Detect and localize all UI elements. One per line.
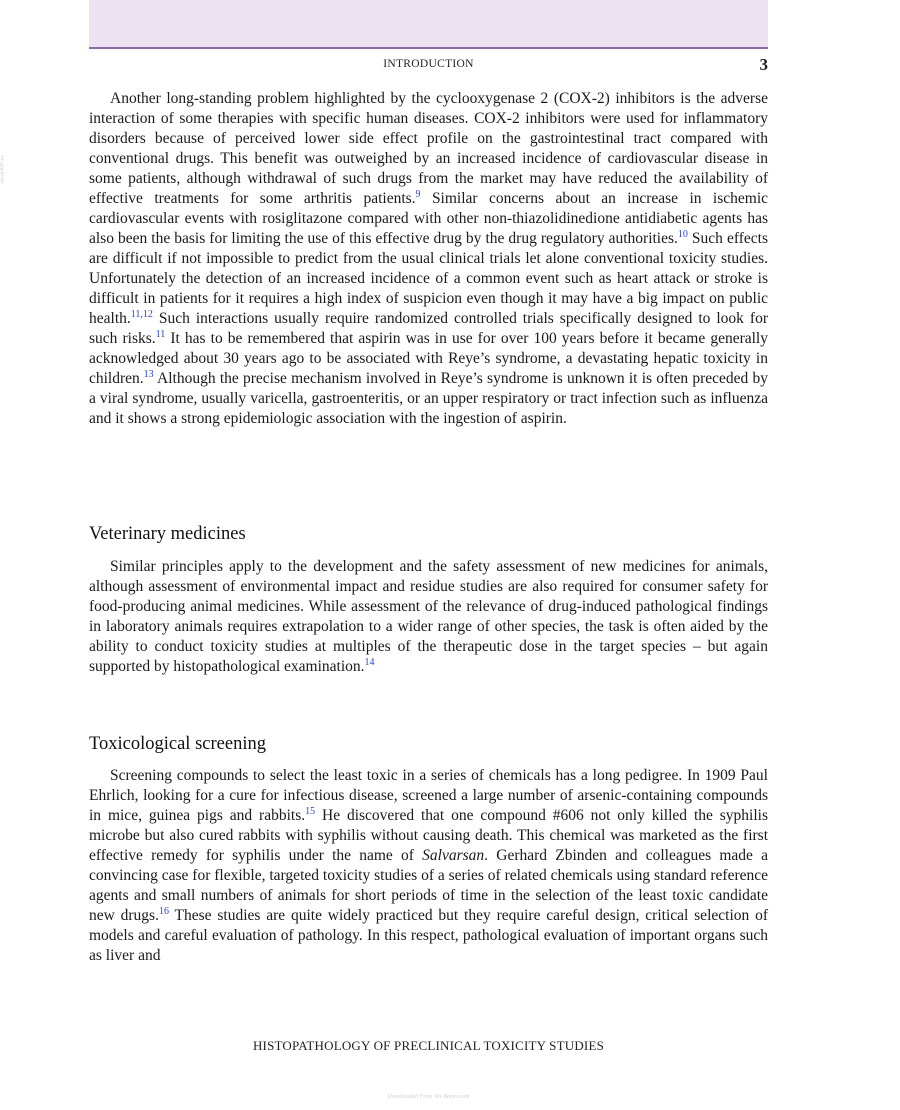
citation-link[interactable]: 16 [158,905,169,917]
text-span: Similar principles apply to the development and the safety assessment of new medicines for animals, although assessment of environmental impact and residue studies are also required for consumer safety for food-producing animal medicines. While assessment of the relevance of drug-induced pathological findings in laboratory animals requires extrapolation to a wider range of other species, the task is often aided by the ability to conduct toxicity studies at multiples of the therapeutic dose in the target species – but again supported by histopathological examination. [89,558,768,675]
cox2-paragraph [89,89,768,429]
text-span: Similar concerns about an increase in ischemic cardiovascular events with rosiglitazone compared with other non-thiazolidinedione antidiabetic agents has also been the basis for limiting the use of this effective drug by the drug regulatory authorities. [89,190,768,247]
running-title: INTRODUCTION [383,58,474,70]
veterinary-paragraph [89,557,768,677]
text-span: Another long-standing problem highlighted by the cyclooxygenase 2 (COX-2) inhibitors is the adverse interaction of some therapies with specific human diseases. COX-2 inhibitors were used for inflammatory disorders because of perceived lower side effect profile on the gastrointestinal tract compared with conventional drugs. This benefit was outweighed by an increased incidence of cardiovascular disease in some patients, although withdrawal of such drugs from the market may have reduced the availability of effective treatments for some arthritis patients. [89,90,768,207]
section-heading-screening: Toxicological screening [89,734,266,754]
text-span: Such interactions usually require randomized controlled trials specifically designed to look for such risks. [89,310,768,347]
citation-link[interactable]: 14 [364,656,375,668]
text-span: These studies are quite widely practiced but they require careful design, critical selection of models and careful evaluation of pathology. In this respect, pathological evaluation of important organs such as liver and [89,907,768,964]
page-number: 3 [759,55,768,74]
citation-link[interactable]: 11,12 [130,308,153,320]
running-head [89,55,768,75]
screening-paragraph [89,766,768,966]
text-span: Although the precise mechanism involved in Reye’s syndrome is unknown it is often preceded by a viral syndrome, usually varicella, gastroenteritis, or an upper respiratory or tract infection such as influenza and it shows a strong epidemiologic association with the ingestion of aspirin. [89,370,768,427]
footer-book-title: HISTOPATHOLOGY OF PRECLINICAL TOXICITY STUDIES [252,1038,605,1053]
intro-paragraph-block [89,89,768,429]
text-span: Such effects are difficult if not impossible to predict from the usual clinical trials let alone conventional toxicity studies. Unfortunately the detection of an increased incidence of a common event such as heart attack or stroke is difficult in patients for it requires a high index of suspicion even though it may have a big impact on public health. [89,230,768,327]
text-span: He discovered that one compound #606 not only killed the syphilis microbe but also cured rabbits with syphilis without causing death. This chemical was marketed as the first effective remedy for syphilis under the name of [89,807,768,864]
download-watermark: Downloaded From Vet-Books.com [387,1094,470,1100]
section-heading-veterinary: Veterinary medicines [89,524,246,544]
header-band [89,0,768,49]
citation-link[interactable]: 9 [415,188,421,200]
text-span: . Gerhard Zbinden and colleagues made a convincing case for flexible, targeted toxicity studies of a series of related chemicals using standard reference agents and small numbers of animals for short periods of time in the selection of the least toxic candidate new drugs. [89,847,768,924]
citation-link[interactable]: 15 [305,805,316,817]
text-span: Screening compounds to select the least toxic in a series of chemicals has a long pedigree. In 1909 Paul Ehrlich, looking for a cure for infectious disease, screened a large number of arsenic-containing compounds in mice, guinea pigs and rabbits. [89,767,768,824]
citation-link[interactable]: 10 [677,228,688,240]
side-watermark: ebook3000.cn [0,155,6,184]
drug-name-italic: Salvarsan [422,847,485,864]
text-span: It has to be remembered that aspirin was in use for over 100 years before it became generally acknowledged about 30 years ago to be associated with Reye’s syndrome, a devastating hepatic toxicity in children. [89,330,768,387]
screening-paragraph-block [89,766,768,966]
veterinary-paragraph-block [89,557,768,677]
citation-link[interactable]: 13 [143,368,154,380]
citation-link[interactable]: 11 [155,328,166,340]
